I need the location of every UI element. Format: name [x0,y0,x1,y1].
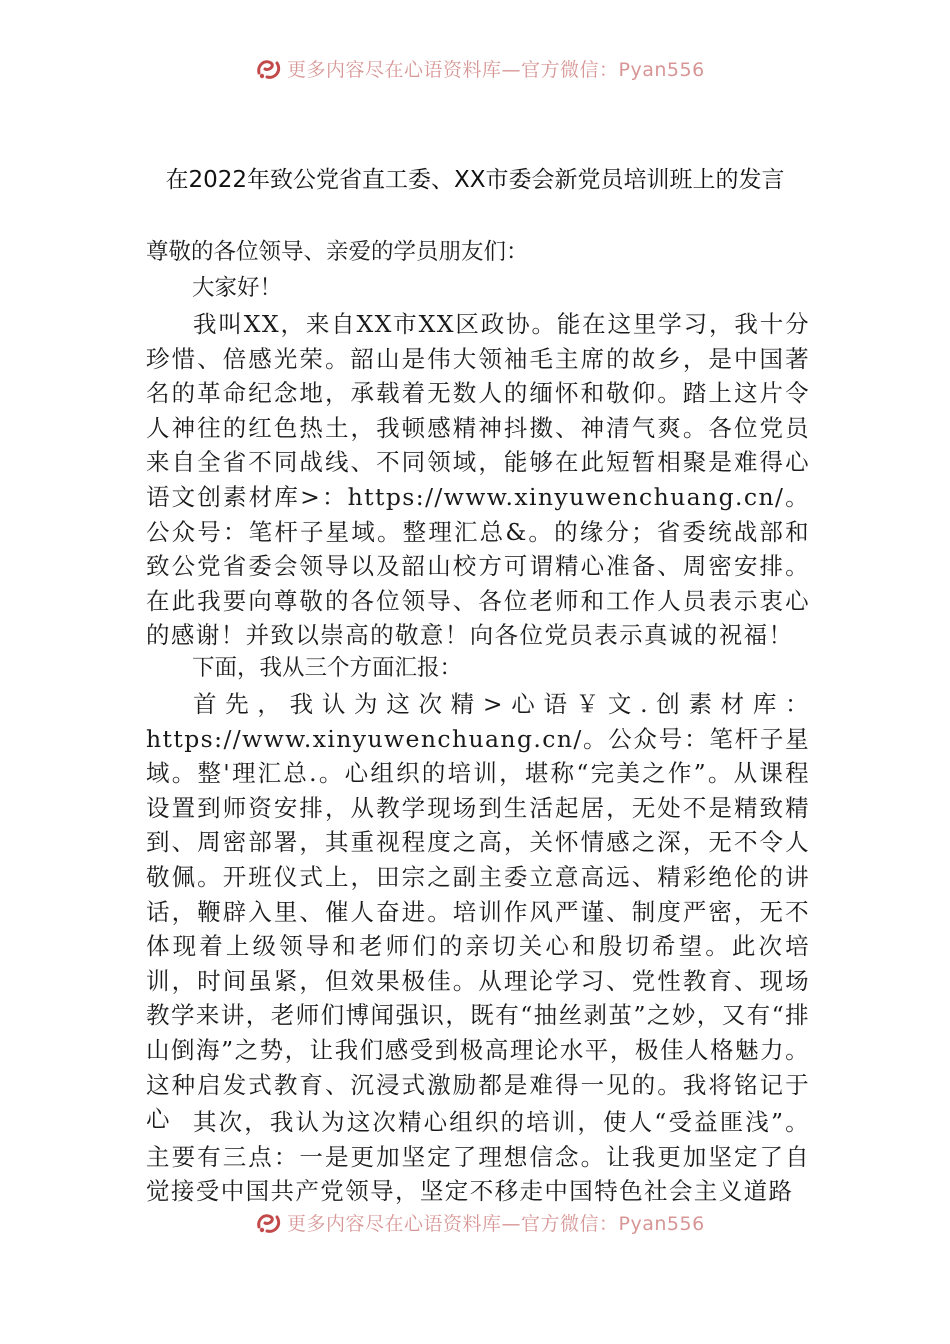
watermark-text: 更多内容尽在心语资料库—官方微信：Pyan556 [287,1212,705,1235]
page-title: 在2022年致公党省直工委、XX市委会新党员培训班上的发言 [165,167,785,193]
section-heading: 下面，我从三个方面汇报： [192,655,463,681]
stylized-logo-icon [255,1209,283,1235]
paragraph-first-point: 首先，我认为这次精>心语￥文.创素材库：https://www.xinyuwenchuang.cn/。公众号：笔杆子星域。整'理汇总.。心组织的培训，堪称“完美之作”。从课程设置到师资安排，从教学现场到生活起居，无处不是精致精到、周密部署，其重视程度之高，关怀情感之深，无不令人敬佩。开班仪式上，田宗之副主委立意高远、精彩绝伦的讲话，鞭辟入里、催人奋进。培训作风严谨、制度严密，无不体现着上级领导和老师们的亲切关心和殷切希望。此次培训，时间虽紧，但效果极佳。从理论学习、党性教育、现场教学来讲，老师们博闻强识，既有“抽丝剥茧”之妙，又有“排山倒海”之势，让我们感受到极高理论水平，极佳人格魅力。这种启发式教育、沉浸式激励都是难得一见的。我将铭记于心 [146,690,810,1134]
salutation: 尊敬的各位领导、亲爱的学员朋友们： [146,239,529,265]
stylized-logo-icon [255,55,283,81]
paragraph-second-point: 其次，我认为这次精心组织的培训，使人“受益匪浅”。主要有三点：一是更加坚定了理想信念。让我更加坚定了自觉接受中国共产党领导，坚定不移走中国特色社会主义道路 [146,1108,810,1206]
watermark-footer [255,1208,775,1236]
paragraph-introduction: 我叫XX，来自XX市XX区政协。能在这里学习，我十分珍惜、倍感光荣。韶山是伟大领袖毛主席的故乡，是中国著名的革命纪念地，承载着无数人的缅怀和敬仰。踏上这片令人神往的红色热土，我顿感精神抖擞、神清气爽。各位党员来自全省不同战线、不同领域，能够在此短暂相聚是难得心语文创素材库>：https://www.xinyuwenchuang.cn/。公众号：笔杆子星域。整理汇总&。的缘分；省委统战部和致公党省委会领导以及韶山校方可谓精心准备、周密安排。在此我要向尊敬的各位领导、各位老师和工作人员表示衷心的感谢！并致以崇高的敬意！向各位党员表示真诚的祝福！ [146,310,810,650]
watermark-text: 更多内容尽在心语资料库—官方微信：Pyan556 [287,58,705,81]
watermark-header [255,54,775,82]
greeting: 大家好！ [192,275,283,301]
